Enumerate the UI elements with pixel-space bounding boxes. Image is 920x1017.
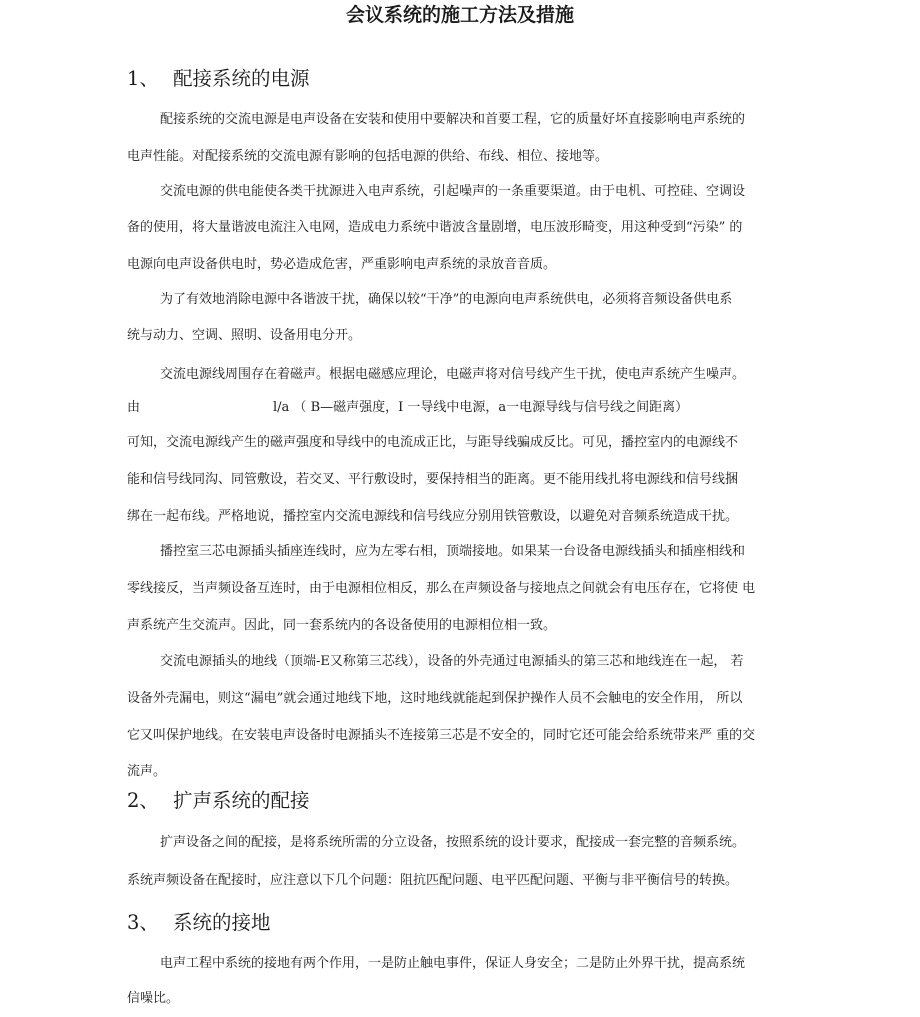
paragraph-line: 统与动力、空调、照明、设备用电分开。 — [127, 328, 362, 343]
section-title: 系统的接地 — [173, 911, 271, 934]
section-number: 3、 — [127, 911, 159, 934]
paragraph-line: 信噪比。 — [127, 991, 180, 1006]
section-title: 扩声系统的配接 — [173, 789, 310, 812]
paragraph-line: 电源向电声设备供电时，势必造成危害，严重影响电声系统的录放音音质。 — [127, 257, 557, 272]
paragraph-line: 播控室三芯电源插头插座连线时，应为左零右相，顶端接地。如果某一台设备电源线插头和插座相线和 — [160, 544, 746, 559]
section-heading-3 — [127, 910, 271, 936]
paragraph-line: 能和信号线同沟、同管敷设，若交叉、平行敷设时，要保持相当的距离。更不能用线扎将电源线和信号线捆 — [127, 472, 739, 487]
formula-line — [127, 399, 688, 417]
paragraph-line: 备的使用，将大量谐波电流注入电网，造成电力系统中谐波含量剧增，电压波形畸变，用这种受到“污染” 的 — [127, 220, 743, 235]
paragraph-line: 交流电源线周围存在着磁声。根据电磁感应理论，电磁声将对信号线产生干扰，使电声系统产生噪声。 — [160, 367, 746, 382]
paragraph-line: 交流电源的供电能使各类干扰源进入电声系统，引起噪声的一条重要渠道。由于电机、可控硅、空调设 — [160, 184, 746, 199]
paragraph-line: 为了有效地消除电源中各谐波干扰，确保以较“干净”的电源向电声系统供电，必须将音频设备供电系 — [160, 292, 733, 307]
paragraph-line: 配接系统的交流电源是电声设备在安装和使用中要解决和首要工程，它的质量好坏直接影响电声系统的 — [160, 112, 746, 127]
paragraph-line: 电声工程中系统的接地有两个作用，一是防止触电事件，保证人身安全；二是防止外界干扰，提高系统 — [160, 956, 746, 971]
paragraph-line: 可知，交流电源线产生的磁声强度和导线中的电流成正比，与距导线骗成反比。可见，播控室内的电源线不 — [127, 435, 739, 450]
formula-prefix: 由 — [127, 400, 141, 415]
paragraph-line: 流声。 — [127, 764, 167, 779]
paragraph-line: 交流电源插头的地线（顶端-E又称第三芯线），设备的外壳通过电源插头的第三芯和地线连在一起， 若 — [160, 654, 744, 669]
paragraph-line: 扩声设备之间的配接，是将系统所需的分立设备，按照系统的设计要求，配接成一套完整的音频系统。 — [160, 835, 746, 850]
paragraph-line: 零线接反，当声频设备互连时，由于电源相位相反，那么在声频设备与接地点之间就会有电压存在，它将使 电 — [127, 581, 756, 596]
paragraph-line: 设备外壳漏电，则这“漏电”就会通过地线下地，这时地线就能起到保护操作人员不会触电的安全作用， 所以 — [127, 691, 743, 706]
paragraph-line: 声系统产生交流声。因此，同一套系统内的各设备使用的电源相位相一致。 — [127, 618, 557, 633]
section-number: 2、 — [127, 789, 159, 812]
section-title: 配接系统的电源 — [173, 67, 310, 90]
paragraph-line: 系统声频设备在配接时，应注意以下几个问题：阻抗匹配问题、电平匹配问题、平衡与非平衡信号的转换。 — [127, 873, 739, 888]
paragraph-line: 它又叫保护地线。在安装电声设备时电源插头不连接第三芯是不安全的，同时它还可能会给系统带来严 重的交 — [127, 728, 756, 743]
section-heading-2 — [127, 788, 310, 814]
paragraph-line: 绑在一起布线。严格地说，播控室内交流电源线和信号线应分别用铁管敷设，以避免对音频系统造成干扰。 — [127, 509, 739, 524]
paragraph-line: 电声性能。对配接系统的交流电源有影响的包括电源的供给、布线、相位、接地等。 — [127, 149, 609, 164]
document-title: 会议系统的施工方法及措施 — [345, 4, 574, 26]
section-heading-1 — [127, 66, 310, 92]
formula-text: l/a （ B—磁声强度，I 一导线中电源，a一电源导线与信号线之间距离） — [273, 400, 689, 415]
section-number: 1、 — [127, 67, 159, 90]
